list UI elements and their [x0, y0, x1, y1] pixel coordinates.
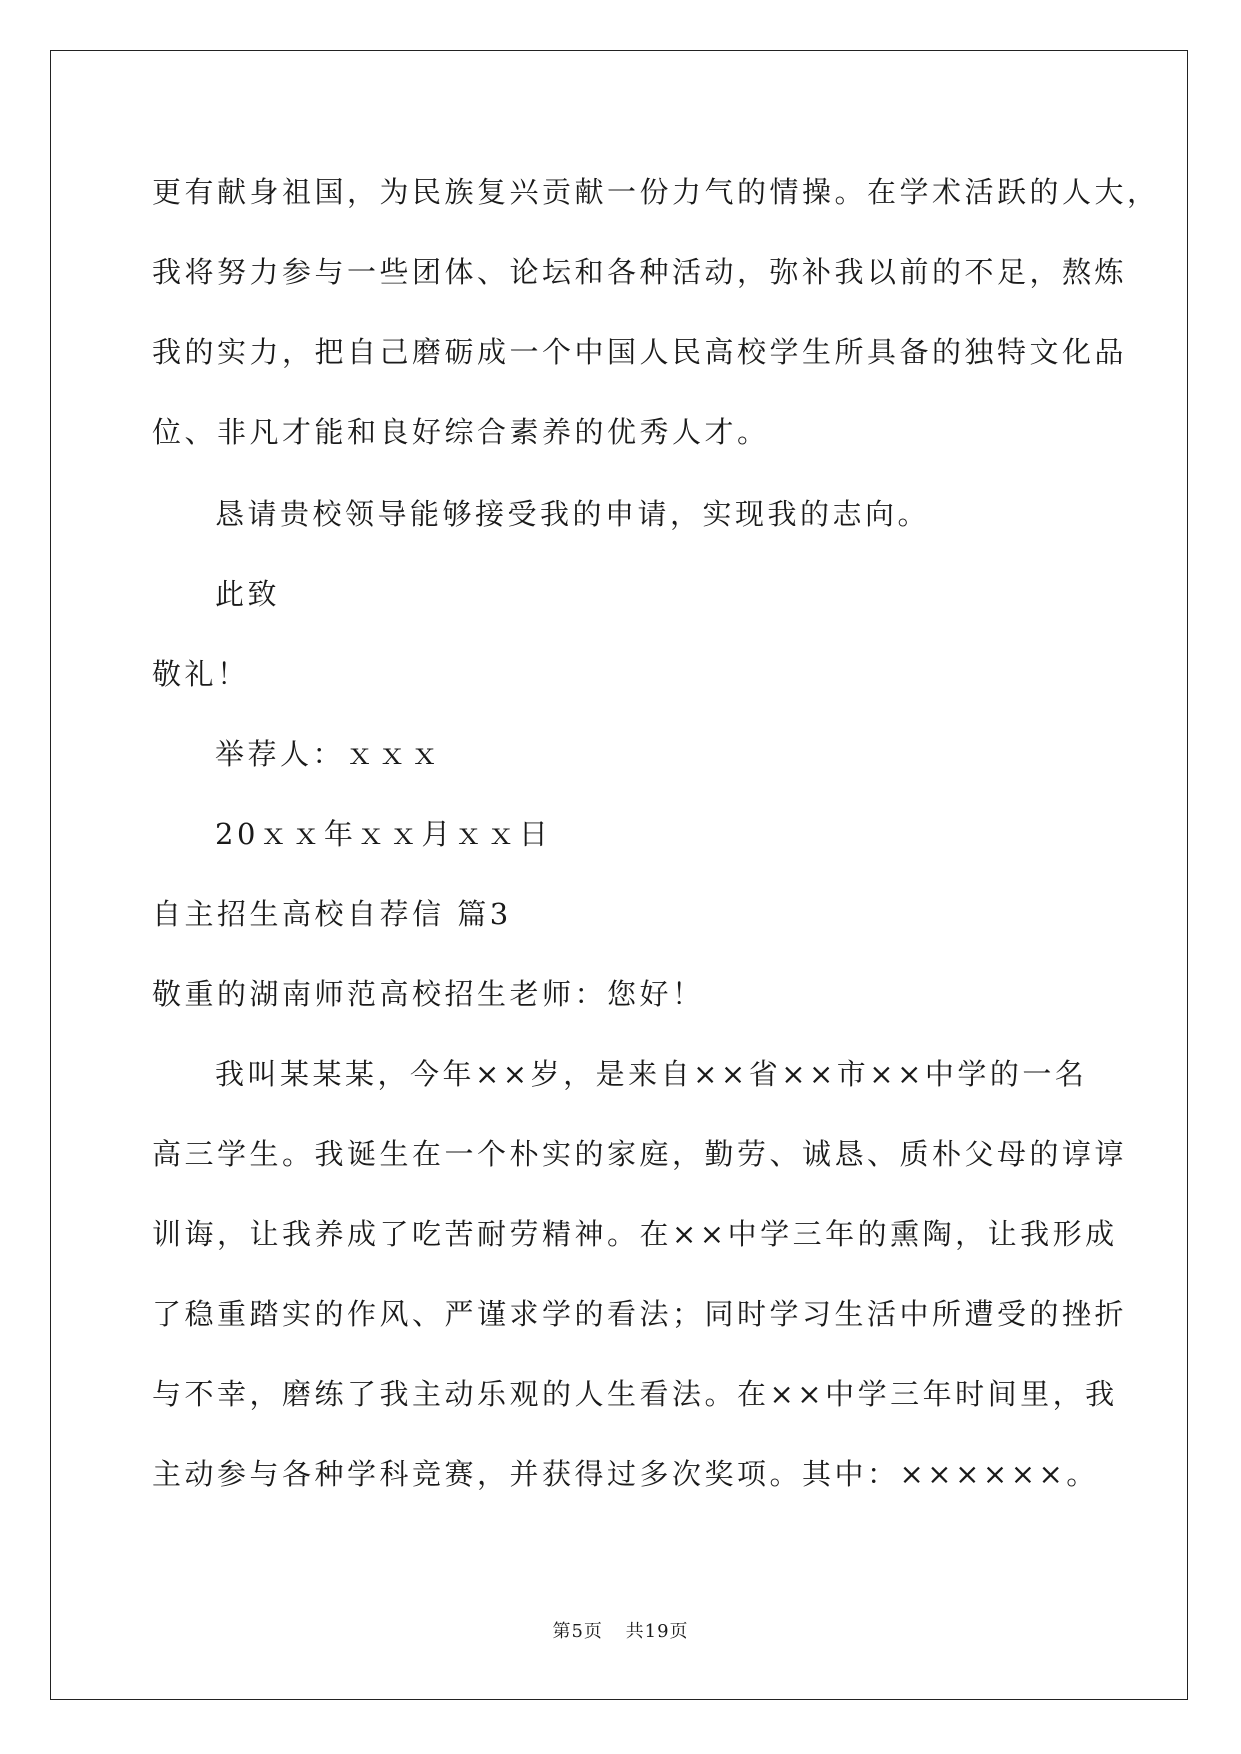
page-number: 第5页: [552, 1621, 603, 1642]
page-total: 共19页: [625, 1621, 689, 1642]
page-footer: [0, 1617, 1241, 1643]
closing-salutation: 此致: [215, 577, 281, 611]
body-line: 与不幸，磨练了我主动乐观的人生看法。在××中学三年时间里，我: [152, 1377, 1118, 1411]
recommender-line: 举荐人：ｘｘｘ: [215, 737, 443, 771]
body-line: 我将努力参与一些团体、论坛和各种活动，弥补我以前的不足，熬炼: [152, 255, 1128, 289]
body-line: 我叫某某某，今年××岁，是来自××省××市××中学的一名: [215, 1057, 1088, 1091]
body-line: 了稳重踏实的作风、严谨求学的看法；同时学习生活中所遭受的挫折: [152, 1297, 1128, 1331]
body-line: 恳请贵校领导能够接受我的申请，实现我的志向。: [215, 497, 931, 531]
body-line: 我的实力，把自己磨砺成一个中国人民高校学生所具备的独特文化品: [152, 335, 1128, 369]
closing-respect: 敬礼！: [152, 657, 250, 691]
page-border: [50, 50, 1188, 1700]
greeting-line: 敬重的湖南师范高校招生老师：您好！: [152, 977, 705, 1011]
body-line: 高三学生。我诞生在一个朴实的家庭，勤劳、诚恳、质朴父母的谆谆: [152, 1137, 1128, 1171]
body-line: 位、非凡才能和良好综合素养的优秀人才。: [152, 415, 770, 449]
body-line: 训诲，让我养成了吃苦耐劳精神。在××中学三年的熏陶，让我形成: [152, 1217, 1118, 1251]
body-line: 更有献身祖国，为民族复兴贡献一份力气的情操。在学术活跃的人大，: [152, 175, 1160, 209]
section-heading: 自主招生高校自荐信 篇3: [152, 897, 512, 931]
body-line: 主动参与各种学科竞赛，并获得过多次奖项。其中：××××××。: [152, 1457, 1099, 1491]
date-line: 20ｘｘ年ｘｘ月ｘｘ日: [215, 817, 552, 851]
